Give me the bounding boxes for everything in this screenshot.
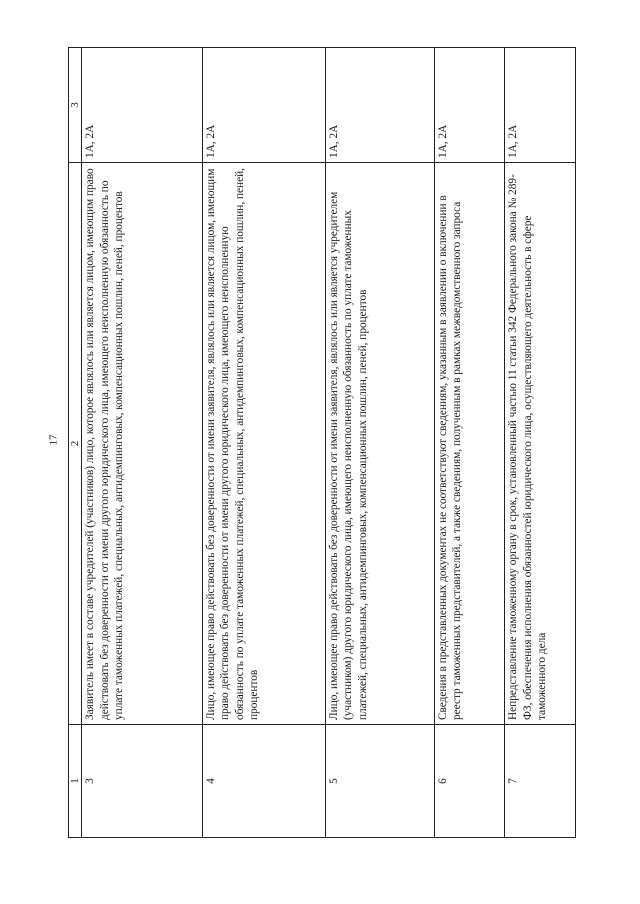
row-codes: 1А, 2А	[82, 48, 203, 163]
table-row	[325, 48, 434, 838]
row-number: 4	[202, 725, 325, 838]
document-table	[68, 47, 576, 838]
row-codes: 1А, 2А	[202, 48, 325, 163]
row-description: Лицо, имеющее право действовать без доверенности от имени заявителя, являлось или является лицом, имеющим право действовать без доверенности от имени другого юридического лица, имеющего неисполненную обязанность по уплате таможенных платежей, специальных, антидемпинговых, компенсационных пошлин, пеней, процентов	[202, 163, 325, 725]
header-col-2: 2	[69, 163, 82, 725]
page-number: 17	[47, 434, 60, 446]
table-row	[82, 48, 203, 838]
row-codes: 1А, 2А	[325, 48, 434, 163]
row-codes: 1А, 2А	[505, 48, 576, 163]
rotated-table-container	[68, 48, 576, 838]
row-description: Лицо, имеющее право действовать без доверенности от имени заявителя, являлось или является учредителем (участником) другого юридического лица, имеющего неисполненную обязанность по уплате таможенных платежей, специальных, антидемпинговых, компенсационных пошлин, пеней, процентов	[325, 163, 434, 725]
header-row	[69, 48, 82, 838]
header-col-3: 3	[69, 48, 82, 163]
row-description: Заявитель имеет в составе учредителей (участников) лицо, которое являлось или является лицом, имеющим право действовать без доверенности от имени другого юридического лица, имеющего неисполненную обязанность по уплате таможенных платежей, специальных, антидемпинговых, компенсационных пошлин, пеней, процентов	[82, 163, 203, 725]
row-codes: 1А, 2А	[434, 48, 505, 163]
table-row	[505, 48, 576, 838]
table-row	[434, 48, 505, 838]
table-row	[202, 48, 325, 838]
row-number: 6	[434, 725, 505, 838]
row-description: Непредставление таможенному органу в срок, установленный частью 11 статьи 342 Федерального закона № 289-ФЗ, обеспечения исполнения обязанностей юридического лица, осуществляющего деятельность в сфере таможенного дела	[505, 163, 576, 725]
header-col-1: 1	[69, 725, 82, 838]
row-number: 3	[82, 725, 203, 838]
row-description: Сведения в представленных документах не соответствуют сведениям, указанным в заявлении о включении в реестр таможенных представителей, а также сведениям, полученным в рамках межведомственного запроса	[434, 163, 505, 725]
row-number: 5	[325, 725, 434, 838]
row-number: 7	[505, 725, 576, 838]
